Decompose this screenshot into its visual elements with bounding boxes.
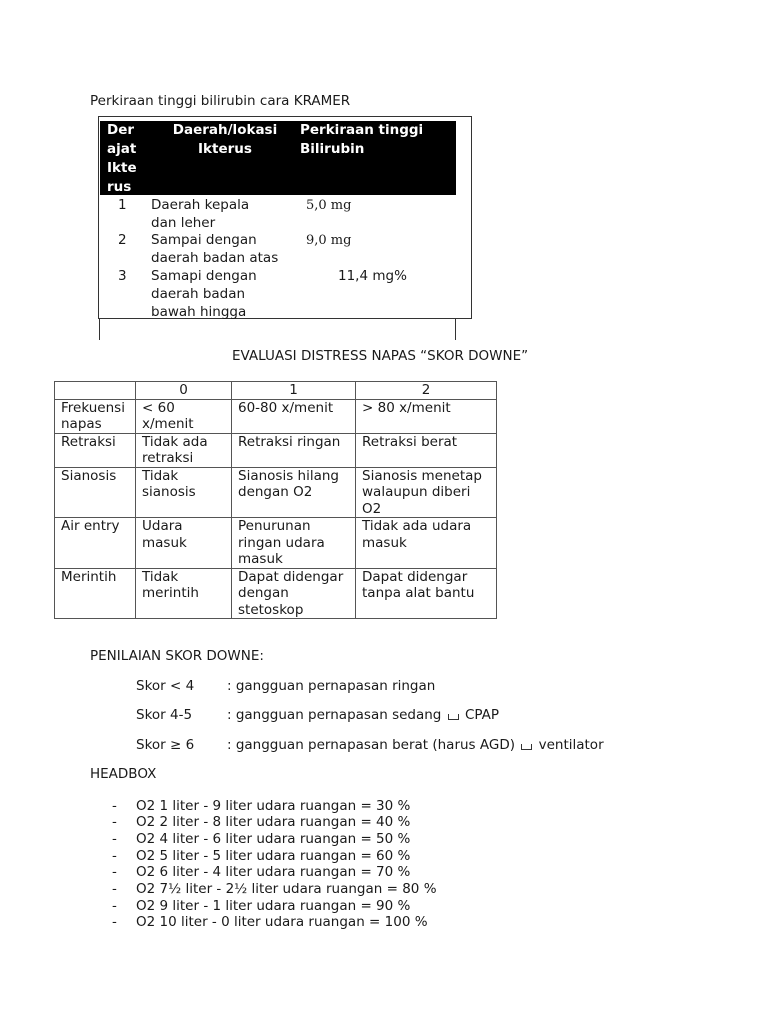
table-row [55,518,497,569]
score-0-cell [136,568,232,619]
cell-line: Penurunan [238,518,311,534]
score-1-cell [232,467,356,518]
skor-line [227,707,499,723]
skor-label: Skor ≥ 6 [136,737,195,753]
table-row [55,399,497,433]
cell-line: sianosis [142,484,196,500]
headbox-title: HEADBOX [90,766,157,782]
skor-label: Skor 4-5 [136,707,193,723]
kramer-row-daerah [151,267,257,321]
kramer-title: Perkiraan tinggi bilirubin cara KRAMER [90,93,351,109]
score-0-cell [136,518,232,569]
header-line: rus [107,179,132,195]
kramer-row-value: 9,0 mg [306,233,352,248]
list-bullet: - [112,848,117,864]
cell-line: stetoskop [238,601,304,618]
cell-line: < 60 [142,399,175,416]
cell-line: masuk [142,534,187,551]
list-item: O2 9 liter - 1 liter udara ruangan = 90 % [136,898,411,914]
cell-line: retraksi [142,450,194,466]
cell-line: walaupun diberi [362,484,471,500]
table-row [55,382,497,400]
arrow-icon [448,714,459,720]
cell-line: Air entry [61,518,120,534]
header-derajat [107,121,137,197]
cell-line: dengan [238,585,289,601]
header-line: Perkiraan tinggi [300,122,424,138]
cell-line: Sianosis menetap [362,467,482,484]
cell-line: napas [61,416,102,432]
table-row [55,568,497,619]
score-1-cell [232,518,356,569]
cell-line: 60-80 x/menit [238,399,334,416]
header-line: Ikte [107,160,137,176]
score-1-cell [232,433,356,467]
kramer-row-no: 1 [118,197,127,213]
kramer-row-daerah [151,231,278,267]
skor-desc: : gangguan pernapasan sedang [227,707,442,723]
kramer-row-no: 2 [118,232,127,248]
arrow-icon [521,744,532,750]
row-label [55,568,136,619]
cell-line: O2 [362,500,382,517]
score-1-cell [232,399,356,433]
cell-line: Daerah kepala [151,197,250,213]
cell-line: Retraksi berat [362,433,458,450]
cell-line: Sianosis hilang [238,467,339,484]
skor-desc: : gangguan pernapasan berat (harus AGD) [227,737,515,753]
list-bullet: - [112,864,117,880]
cell-line: Tidak ada [142,433,208,450]
cell-line: Merintih [61,568,117,585]
row-label [55,467,136,518]
score-2-cell [356,568,497,619]
cell-line: merintih [142,585,199,601]
header-line: ajat [107,141,137,157]
score-0-cell [136,399,232,433]
cell-line: masuk [362,534,407,551]
list-item: O2 7½ liter - 2½ liter udara ruangan = 80 % [136,881,437,897]
list-item: O2 10 liter - 0 liter udara ruangan = 100 % [136,914,428,930]
list-bullet: - [112,798,117,814]
skor-label: Skor < 4 [136,678,195,694]
header-line: Daerah/lokasi [172,122,278,138]
cell-line: Retraksi [61,433,116,450]
score-0-cell [136,467,232,518]
cell-line: Tidak ada udara [362,518,472,534]
header-cell: 1 [232,382,356,400]
kramer-row-value: 5,0 mg [306,198,352,213]
score-2-cell [356,399,497,433]
cell-line: x/menit [142,416,194,432]
list-bullet: - [112,831,117,847]
list-item: O2 6 liter - 4 liter udara ruangan = 70 % [136,864,411,880]
cell-line: Tidak [142,568,179,585]
header-line: Der [107,122,135,138]
penilaian-title: PENILAIAN SKOR DOWNE: [90,648,264,664]
list-item: O2 2 liter - 8 liter udara ruangan = 40 % [136,814,411,830]
cell-line: masuk [238,551,283,567]
header-cell: 2 [356,382,497,400]
table-border [99,318,100,340]
cell-line: Sianosis [61,467,117,484]
header-perkiraan [300,121,423,159]
score-2-cell [356,518,497,569]
kramer-row-no: 3 [118,268,127,284]
row-label [55,433,136,467]
cell-line: Sampai dengan [151,232,257,248]
score-1-cell [232,568,356,619]
cell-line: Retraksi ringan [238,433,341,450]
cell-line: ringan udara [238,534,325,551]
list-item: O2 4 liter - 6 liter udara ruangan = 50 % [136,831,411,847]
skor-extra: ventilator [538,737,604,753]
score-2-cell [356,433,497,467]
header-line: Ikterus [198,141,252,157]
list-bullet: - [112,881,117,897]
table-border [455,318,456,340]
cell-line: Frekuensi [61,399,125,416]
row-label [55,518,136,569]
header-cell [55,382,136,400]
score-0-cell [136,433,232,467]
skor-extra: CPAP [464,707,500,723]
kramer-table-header [100,121,456,195]
downe-title: EVALUASI DISTRESS NAPAS “SKOR DOWNE” [232,348,529,364]
cell-line: Dapat didengar [362,568,468,585]
skor-desc: : gangguan pernapasan ringan [227,678,436,694]
cell-line: > 80 x/menit [362,399,451,416]
score-2-cell [356,467,497,518]
list-item: O2 1 liter - 9 liter udara ruangan = 30 % [136,798,411,814]
cell-line: Udara [142,518,183,534]
header-daerah [160,121,290,159]
table-row [55,467,497,518]
downe-table [54,381,497,619]
kramer-row-value: 11,4 mg% [338,268,407,284]
header-line: Bilirubin [300,141,365,157]
cell-line: dan leher [151,215,216,231]
cell-line: daerah badan atas [151,250,279,266]
list-bullet: - [112,814,117,830]
cell-line: tanpa alat bantu [362,585,475,601]
row-label [55,399,136,433]
skor-line [227,737,604,753]
cell-line: dengan O2 [238,484,313,500]
kramer-row-daerah [151,196,249,232]
list-bullet: - [112,914,117,930]
header-cell: 0 [136,382,232,400]
cell-line: Tidak [142,467,179,484]
cell-line: Samapi dengan [151,268,257,284]
cell-line: Dapat didengar [238,568,344,585]
cell-line: bawah hingga [151,304,247,320]
cell-line: daerah badan [151,286,246,302]
list-bullet: - [112,898,117,914]
list-item: O2 5 liter - 5 liter udara ruangan = 60 % [136,848,411,864]
table-row [55,433,497,467]
